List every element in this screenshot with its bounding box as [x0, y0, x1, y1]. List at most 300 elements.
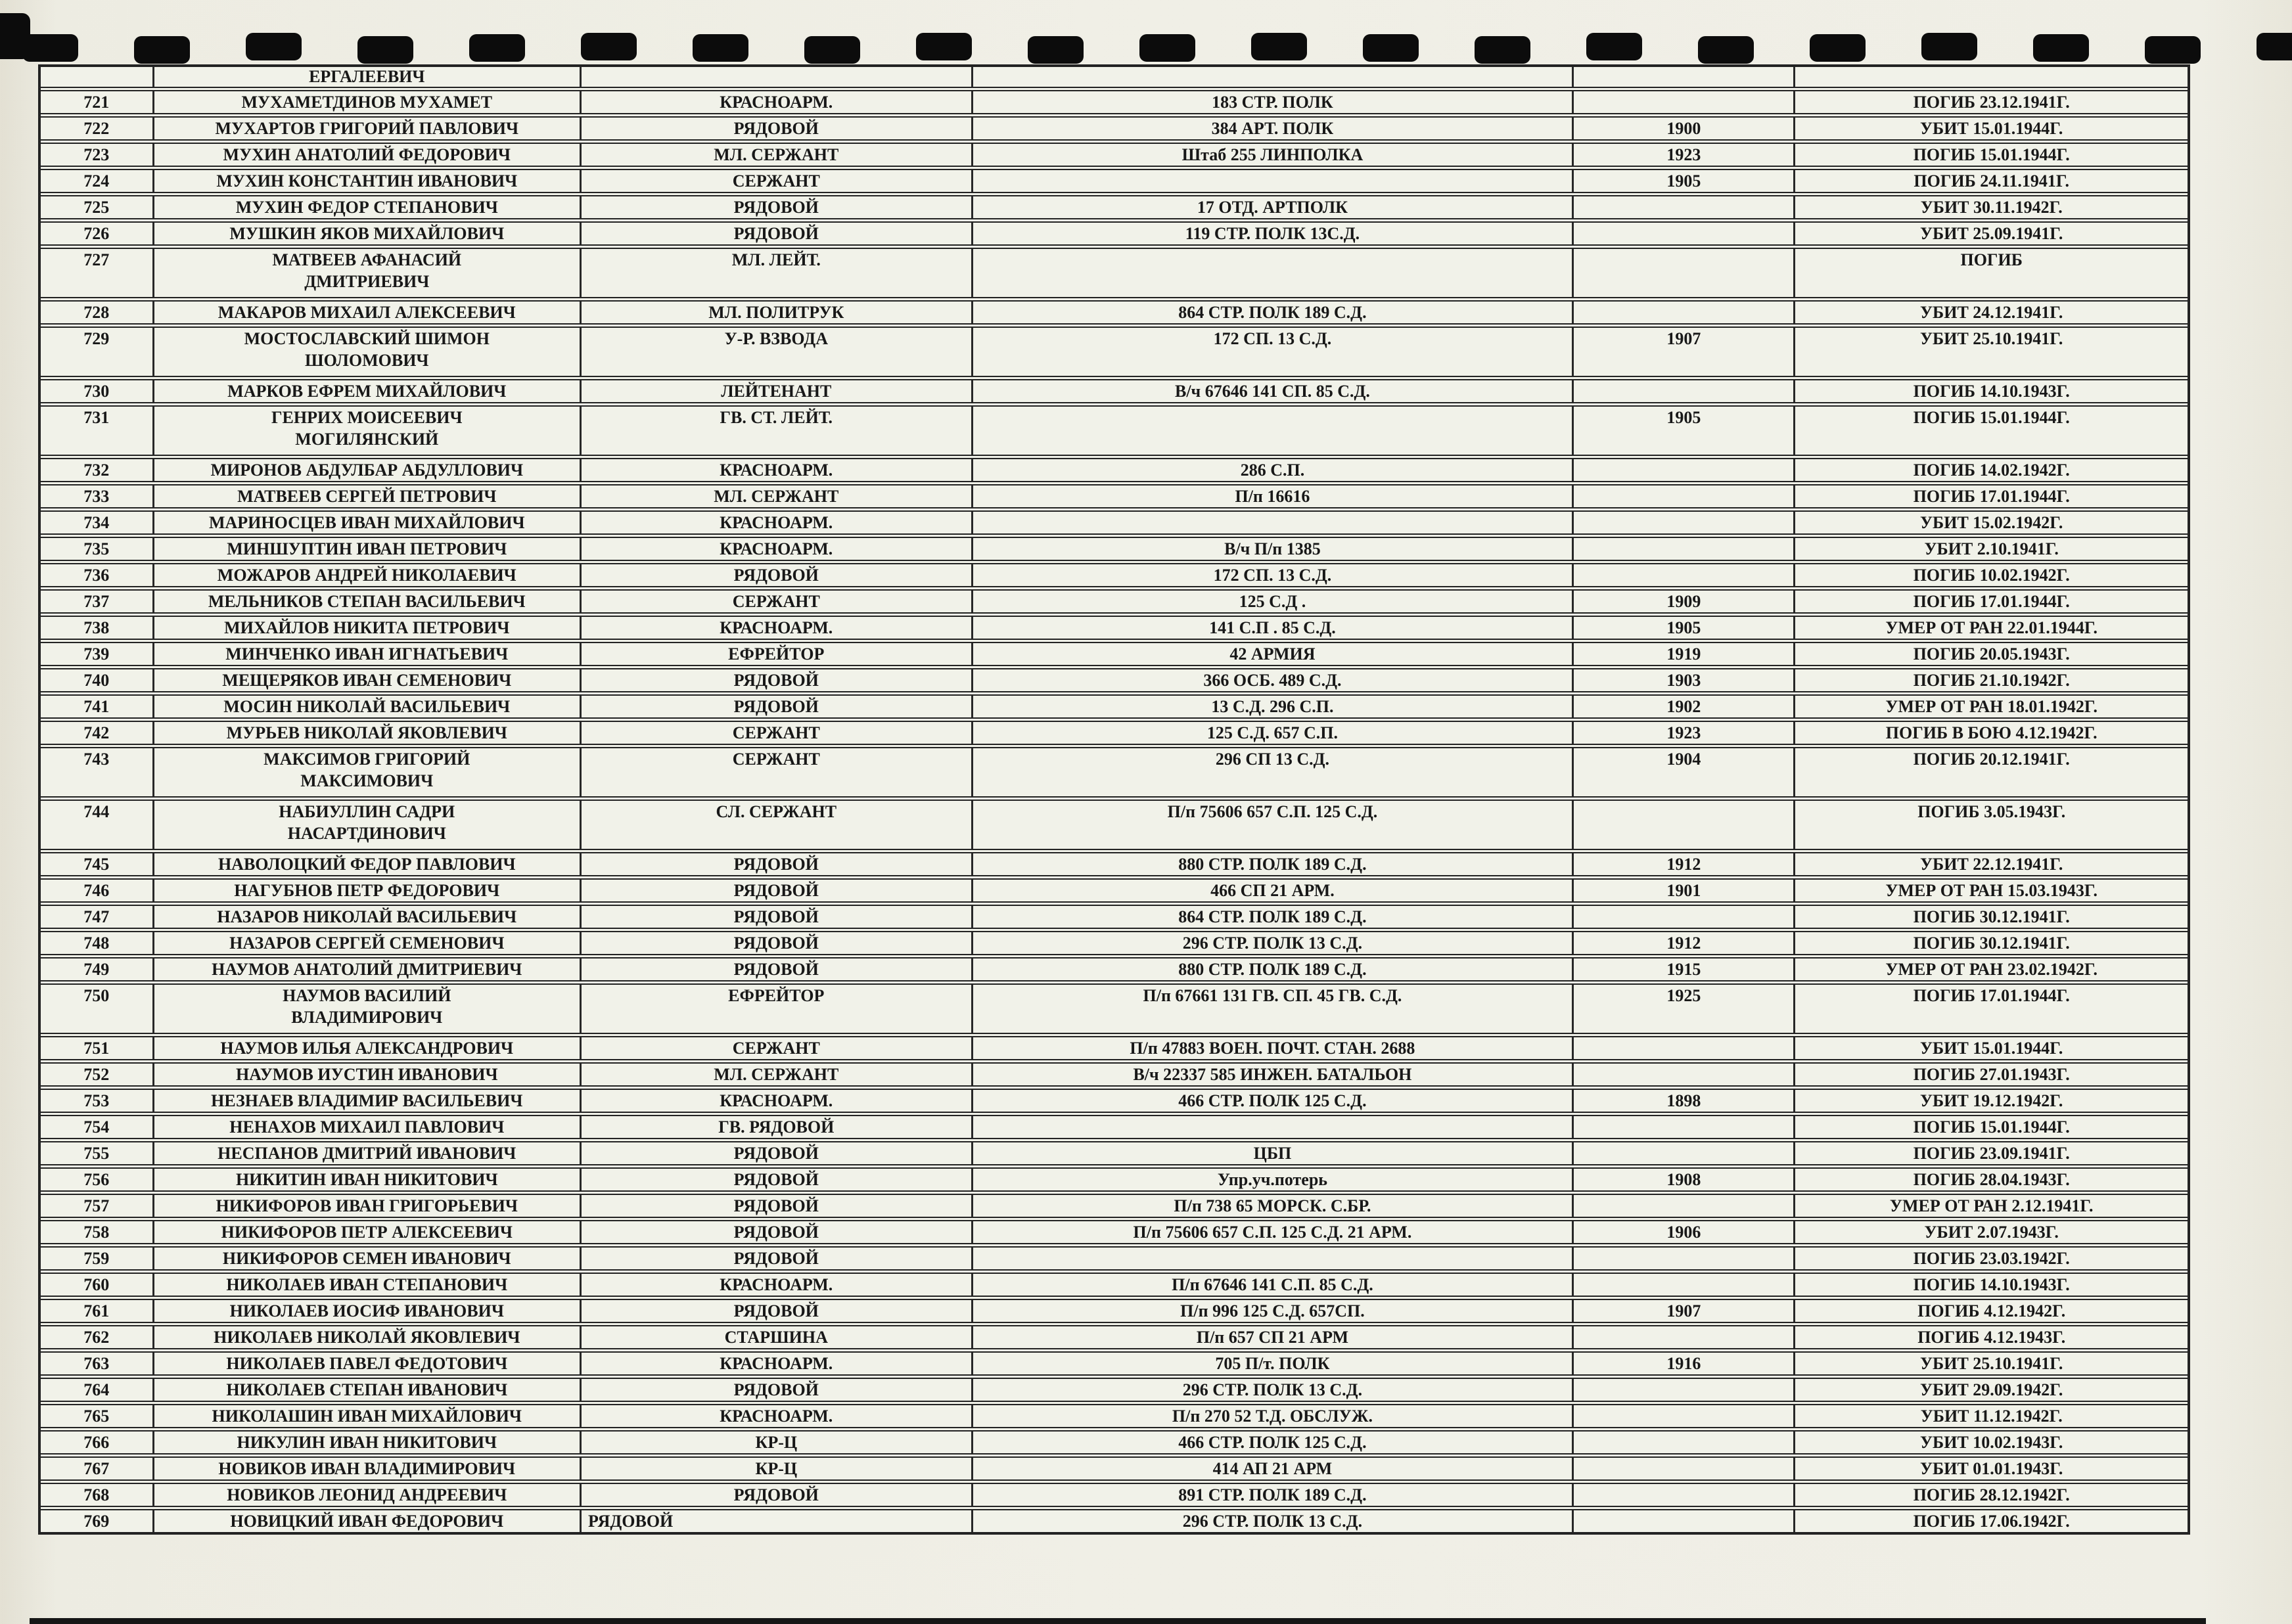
fate-cell-text: ПОГИБ 3.05.1943Г. [1917, 802, 2066, 821]
table-row [41, 1217, 2188, 1243]
fate-cell [1793, 380, 2187, 402]
fate-cell [1793, 880, 2187, 901]
unit-cell [971, 801, 1572, 849]
row-number-cell [41, 91, 152, 113]
unit-cell-text: П/п 67646 141 С.П. 85 С.Д. [1172, 1275, 1373, 1294]
unit-cell-text: П/п 996 125 С.Д. 657СП. [1180, 1301, 1365, 1320]
row-number-cell-text: 728 [83, 303, 110, 322]
fate-cell [1793, 1458, 2187, 1479]
name-cell [152, 1090, 580, 1112]
birth-year-cell [1572, 669, 1793, 691]
row-number-cell [41, 170, 152, 192]
rank-cell [580, 1300, 971, 1322]
fate-cell-text: УБИТ 24.12.1941Г. [1919, 303, 2063, 322]
rank-cell-text: РЯДОВОЙ [733, 671, 819, 690]
fate-cell-text: ПОГИБ В БОЮ 4.12.1942Г. [1885, 723, 2097, 742]
row-number-cell-text: 733 [83, 487, 110, 506]
row-number-cell-text: 768 [83, 1485, 110, 1504]
rank-cell [580, 407, 971, 455]
row-number-cell-text: 732 [83, 461, 110, 480]
fate-cell-text: УБИТ 25.10.1941Г. [1919, 329, 2063, 348]
rank-cell [580, 906, 971, 928]
row-number-cell-text: 758 [83, 1223, 110, 1242]
birth-year-cell [1572, 512, 1793, 533]
row-number-cell [41, 643, 152, 665]
unit-cell [971, 591, 1572, 612]
table-row [41, 323, 2188, 376]
unit-cell [971, 512, 1572, 533]
rank-cell-text: РЯДОВОЙ [733, 697, 819, 716]
fate-cell-text: ПОГИБ 15.01.1944Г. [1913, 1117, 2070, 1137]
unit-cell-text: 466 СП 21 АРМ. [1210, 881, 1335, 900]
row-number-cell-text: 735 [83, 539, 110, 558]
row-number-cell [41, 722, 152, 744]
fate-cell [1793, 538, 2187, 560]
unit-cell [971, 1142, 1572, 1164]
unit-cell-text: Упр.уч.потерь [1217, 1170, 1328, 1189]
unit-cell-text: 183 СТР. ПОЛК [1212, 93, 1333, 112]
unit-cell-text: 296 СТР. ПОЛК 13 С.Д. [1182, 1380, 1363, 1399]
fate-cell [1793, 1169, 2187, 1190]
row-number-cell [41, 302, 152, 323]
birth-year-cell [1572, 932, 1793, 954]
table-row [41, 533, 2188, 560]
unit-cell [971, 144, 1572, 166]
rank-cell-text: РЯДОВОЙ [733, 1380, 819, 1399]
rank-cell [580, 643, 971, 665]
rank-cell-text: РЯДОВОЙ [733, 960, 819, 979]
rank-cell [580, 328, 971, 376]
name-cell-text: МАКСИМОВ ГРИГОРИЙ [264, 750, 470, 769]
fate-cell-text: УБИТ 15.01.1944Г. [1919, 1039, 2063, 1058]
rank-cell-text: РЯДОВОЙ [733, 1144, 819, 1163]
sprocket-hole [1475, 36, 1530, 64]
unit-cell-text: 119 СТР. ПОЛК 13С.Д. [1185, 224, 1360, 243]
fate-cell [1793, 1195, 2187, 1217]
sprocket-hole [693, 34, 748, 62]
unit-cell [971, 1037, 1572, 1059]
row-number-cell [41, 1090, 152, 1112]
sprocket-hole [357, 36, 413, 64]
table-row [41, 639, 2188, 665]
unit-cell [971, 1064, 1572, 1085]
sprocket-hole [804, 36, 860, 64]
fate-cell [1793, 118, 2187, 139]
rank-cell-text: ЕФРЕЙТОР [728, 644, 825, 664]
fate-cell-text: УМЕР ОТ РАН 23.02.1942Г. [1885, 960, 2097, 979]
rank-cell [580, 1064, 971, 1085]
rank-cell [580, 302, 971, 323]
row-number-cell-text: 723 [83, 145, 110, 164]
row-number-cell [41, 459, 152, 481]
table-row [41, 1164, 2188, 1190]
fate-cell [1793, 196, 2187, 218]
unit-cell [971, 669, 1572, 691]
sprocket-hole [246, 33, 302, 60]
unit-cell-text: 466 СТР. ПОЛК 125 С.Д. [1178, 1091, 1367, 1110]
birth-year-cell-text: 1912 [1666, 855, 1701, 874]
row-number-cell-text: 749 [83, 960, 110, 979]
birth-year-cell [1572, 67, 1793, 87]
unit-cell-text: В/ч П/п 1385 [1224, 539, 1321, 558]
birth-year-cell [1572, 407, 1793, 455]
rank-cell-text: ЛЕЙТЕНАНТ [721, 382, 832, 401]
row-number-cell [41, 1037, 152, 1059]
birth-year-cell-text: 1901 [1666, 881, 1701, 900]
unit-cell-text: 466 СТР. ПОЛК 125 С.Д. [1178, 1433, 1367, 1452]
birth-year-cell [1572, 302, 1793, 323]
sprocket-hole [22, 34, 78, 62]
name-cell [152, 1484, 580, 1506]
birth-year-cell [1572, 643, 1793, 665]
sprocket-hole [1810, 34, 1866, 62]
fate-cell [1793, 696, 2187, 717]
name-cell [152, 1248, 580, 1269]
birth-year-cell-text: 1906 [1666, 1223, 1701, 1242]
birth-year-cell-text: 1905 [1666, 171, 1701, 191]
rank-cell [580, 1090, 971, 1112]
row-number-cell-text: 744 [83, 802, 110, 821]
row-number-cell-text: 750 [83, 986, 110, 1005]
rank-cell [580, 1142, 971, 1164]
birth-year-cell-text: 1915 [1666, 960, 1701, 979]
row-number-cell-text: 765 [83, 1407, 110, 1426]
unit-cell-text: 366 ОСБ. 489 С.Д. [1203, 671, 1342, 690]
rank-cell-text: РЯДОВОЙ [733, 934, 819, 953]
name-cell-text: НЕЗНАЕВ ВЛАДИМИР ВАСИЛЬЕВИЧ [211, 1091, 523, 1110]
unit-cell-text: 384 АРТ. ПОЛК [1211, 119, 1334, 138]
rank-cell-text: РЯДОВОЙ [733, 224, 819, 243]
row-number-cell [41, 1300, 152, 1322]
name-cell-text: МАТВЕЕВ АФАНАСИЙ [272, 250, 462, 269]
birth-year-cell [1572, 1116, 1793, 1138]
rank-cell [580, 144, 971, 166]
fate-cell-text: ПОГИБ 28.04.1943Г. [1913, 1170, 2070, 1189]
rank-cell [580, 538, 971, 560]
name-cell [152, 853, 580, 875]
table-row [41, 796, 2188, 849]
fate-cell [1793, 223, 2187, 244]
rank-cell-text: КРАСНОАРМ. [720, 618, 833, 637]
row-number-cell [41, 1484, 152, 1506]
name-cell [152, 1274, 580, 1296]
birth-year-cell-text: 1905 [1666, 618, 1701, 637]
rank-cell-text: КРАСНОАРМ. [720, 1091, 833, 1110]
name-cell-text: НАЗАРОВ НИКОЛАЙ ВАСИЛЬЕВИЧ [217, 907, 517, 926]
table-row [41, 928, 2188, 954]
name-cell [152, 1169, 580, 1190]
fate-cell-text: ПОГИБ 14.10.1943Г. [1913, 1275, 2070, 1294]
name-cell [152, 932, 580, 954]
unit-cell [971, 853, 1572, 875]
table-row [41, 1269, 2188, 1296]
fate-cell [1793, 1326, 2187, 1348]
name-cell-text: МОСТОСЛАВСКИЙ ШИМОН [244, 329, 490, 348]
birth-year-cell [1572, 853, 1793, 875]
birth-year-cell-text: 1905 [1666, 408, 1701, 427]
rank-cell-text: КРАСНОАРМ. [720, 1407, 833, 1426]
unit-cell [971, 1510, 1572, 1532]
row-number-cell-text: 762 [83, 1328, 110, 1347]
rank-cell-text: ГВ. РЯДОВОЙ [718, 1117, 835, 1137]
row-number-cell [41, 1432, 152, 1453]
row-number-cell-text: 753 [83, 1091, 110, 1110]
name-cell [152, 906, 580, 928]
unit-cell [971, 328, 1572, 376]
name-cell-text: МАТВЕЕВ СЕРГЕЙ ПЕТРОВИЧ [237, 487, 497, 506]
name-cell [152, 538, 580, 560]
table-row [41, 402, 2188, 455]
table-row [41, 875, 2188, 901]
unit-cell [971, 1169, 1572, 1190]
name-cell [152, 959, 580, 980]
name-cell-text: ШОЛОМОВИЧ [305, 351, 429, 370]
name-cell-text: ДМИТРИЕВИЧ [304, 272, 430, 291]
name-cell-text: МИНШУПТИН ИВАН ПЕТРОВИЧ [227, 539, 507, 558]
rank-cell-text: СЕРЖАНТ [732, 750, 820, 769]
row-number-cell [41, 223, 152, 244]
name-cell [152, 643, 580, 665]
row-number-cell [41, 985, 152, 1033]
rank-cell [580, 249, 971, 297]
name-cell-text: МАРКОВ ЕФРЕМ МИХАЙЛОВИЧ [227, 382, 507, 401]
unit-cell [971, 538, 1572, 560]
sprocket-hole [469, 34, 525, 62]
name-cell-text: НИКИФОРОВ СЕМЕН ИВАНОВИЧ [222, 1249, 511, 1268]
unit-cell [971, 880, 1572, 901]
name-cell [152, 1142, 580, 1164]
name-cell [152, 380, 580, 402]
sprocket-hole [1139, 34, 1195, 62]
fate-cell [1793, 459, 2187, 481]
rank-cell [580, 564, 971, 586]
rank-cell [580, 748, 971, 796]
row-number-cell [41, 485, 152, 507]
table-row [41, 1453, 2188, 1479]
row-number-cell-text: 737 [83, 592, 110, 611]
unit-cell [971, 722, 1572, 744]
rank-cell-text: РЯДОВОЙ [733, 1485, 819, 1504]
rank-cell-text: КРАСНОАРМ. [720, 1275, 833, 1294]
name-cell-text: МИРОНОВ АБДУЛБАР АБДУЛЛОВИЧ [210, 461, 524, 480]
sprocket-hole [581, 33, 637, 60]
unit-cell-text: ЦБП [1253, 1144, 1292, 1163]
fate-cell [1793, 1300, 2187, 1322]
fate-cell-text: ПОГИБ 15.01.1944Г. [1913, 145, 2070, 164]
unit-cell-text: П/п 657 СП 21 АРМ [1196, 1328, 1348, 1347]
table-row [41, 1322, 2188, 1348]
birth-year-cell [1572, 880, 1793, 901]
rank-cell-text: РЯДОВОЙ [733, 198, 819, 217]
name-cell-text: НАВОЛОЦКИЙ ФЕДОР ПАВЛОВИЧ [218, 855, 516, 874]
birth-year-cell [1572, 1326, 1793, 1348]
row-number-cell [41, 932, 152, 954]
film-perforation-strip [22, 34, 2292, 62]
unit-cell [971, 407, 1572, 455]
name-cell-text: НИКУЛИН ИВАН НИКИТОВИЧ [237, 1433, 497, 1452]
unit-cell [971, 1195, 1572, 1217]
unit-cell [971, 748, 1572, 796]
unit-cell [971, 1116, 1572, 1138]
rank-cell [580, 67, 971, 87]
name-cell-text: НИКИТИН ИВАН НИКИТОВИЧ [235, 1170, 498, 1189]
unit-cell [971, 1221, 1572, 1243]
rank-cell [580, 591, 971, 612]
unit-cell [971, 985, 1572, 1033]
row-number-cell-text: 734 [83, 513, 110, 532]
rank-cell [580, 1432, 971, 1453]
rank-cell [580, 1458, 971, 1479]
rank-cell-text: ГВ. СТ. ЛЕЙТ. [720, 408, 833, 427]
fate-cell [1793, 801, 2187, 849]
row-number-cell [41, 564, 152, 586]
birth-year-cell [1572, 1405, 1793, 1427]
name-cell-text: НИКОЛАЕВ НИКОЛАЙ ЯКОВЛЕВИЧ [214, 1328, 520, 1347]
row-number-cell-text: 724 [83, 171, 110, 191]
name-cell-text: НАУМОВ ИУСТИН ИВАНОВИЧ [235, 1065, 498, 1084]
birth-year-cell [1572, 1064, 1793, 1085]
rank-cell-text: СТАРШИНА [724, 1328, 828, 1347]
row-number-cell-text: 756 [83, 1170, 110, 1189]
row-number-cell [41, 591, 152, 612]
rank-cell [580, 696, 971, 717]
rank-cell-text: МЛ. СЕРЖАНТ [714, 145, 839, 164]
unit-cell [971, 1458, 1572, 1479]
table-row [41, 1059, 2188, 1085]
fate-cell [1793, 1274, 2187, 1296]
birth-year-cell [1572, 1484, 1793, 1506]
rank-cell [580, 932, 971, 954]
name-cell-text: МУХИН АНАТОЛИЙ ФЕДОРОВИЧ [223, 145, 511, 164]
row-number-cell [41, 118, 152, 139]
name-cell [152, 144, 580, 166]
row-number-cell-text: 759 [83, 1249, 110, 1268]
fate-cell-text: УБИТ 25.09.1941Г. [1919, 224, 2063, 243]
row-number-cell [41, 1248, 152, 1269]
table-row [41, 717, 2188, 744]
rank-cell-text: У-Р. ВЗВОДА [724, 329, 828, 348]
name-cell-text: НИКИФОРОВ ИВАН ГРИГОРЬЕВИЧ [216, 1196, 518, 1215]
table-row [41, 901, 2188, 928]
birth-year-cell-text: 1923 [1666, 145, 1701, 164]
unit-cell [971, 1274, 1572, 1296]
fate-cell [1793, 1353, 2187, 1374]
fate-cell [1793, 669, 2187, 691]
unit-cell [971, 67, 1572, 87]
birth-year-cell-text: 1925 [1666, 986, 1701, 1005]
rank-cell-text: СЕРЖАНТ [732, 171, 820, 191]
records-table [38, 64, 2190, 1535]
name-cell-text: МОСИН НИКОЛАЙ ВАСИЛЬЕВИЧ [223, 697, 511, 716]
name-cell [152, 1510, 580, 1532]
name-cell [152, 669, 580, 691]
rank-cell [580, 1169, 971, 1190]
table-row [41, 954, 2188, 980]
fate-cell-text: УБИТ 30.11.1942Г. [1920, 198, 2063, 217]
rank-cell [580, 196, 971, 218]
rank-cell-text: СЕРЖАНТ [732, 1039, 820, 1058]
table-row [41, 1348, 2188, 1374]
rank-cell [580, 959, 971, 980]
rank-cell [580, 91, 971, 113]
unit-cell-text: П/п 16616 [1235, 487, 1310, 506]
rank-cell-text: КРАСНОАРМ. [720, 93, 833, 112]
row-number-cell [41, 1510, 152, 1532]
row-number-cell-text: 743 [83, 750, 110, 769]
birth-year-cell-text: 1907 [1666, 329, 1701, 348]
birth-year-cell-text: 1916 [1666, 1354, 1701, 1373]
sprocket-hole [1363, 34, 1419, 62]
unit-cell [971, 696, 1572, 717]
row-number-cell-text: 769 [83, 1512, 110, 1531]
rank-cell-text: КР-Ц [755, 1459, 798, 1478]
unit-cell-text: 880 СТР. ПОЛК 189 С.Д. [1178, 855, 1367, 874]
row-number-cell-text: 751 [83, 1039, 110, 1058]
fate-cell-text: ПОГИБ 20.12.1941Г. [1913, 750, 2070, 769]
birth-year-cell [1572, 617, 1793, 639]
fate-cell [1793, 1064, 2187, 1085]
unit-cell [971, 643, 1572, 665]
name-cell-text: НИКОЛАШИН ИВАН МИХАЙЛОВИЧ [212, 1407, 522, 1426]
fate-cell [1793, 1432, 2187, 1453]
birth-year-cell-text: 1903 [1666, 671, 1701, 690]
name-cell [152, 564, 580, 586]
name-cell [152, 249, 580, 297]
row-number-cell-text: 731 [83, 408, 110, 427]
name-cell [152, 1458, 580, 1479]
fate-cell-text: ПОГИБ 17.01.1944Г. [1913, 592, 2070, 611]
unit-cell [971, 932, 1572, 954]
row-number-cell [41, 328, 152, 376]
fate-cell [1793, 748, 2187, 796]
row-number-cell-text: 739 [83, 644, 110, 664]
table-row [41, 1479, 2188, 1506]
rank-cell [580, 512, 971, 533]
rank-cell-text: РЯДОВОЙ [588, 1512, 674, 1531]
rank-cell [580, 1510, 971, 1532]
fate-cell [1793, 959, 2187, 980]
unit-cell-text: 880 СТР. ПОЛК 189 С.Д. [1178, 960, 1367, 979]
name-cell [152, 801, 580, 849]
row-number-cell [41, 801, 152, 849]
unit-cell-text: 125 С.Д. 657 С.П. [1206, 723, 1339, 742]
fate-cell-text: ПОГИБ 4.12.1942Г. [1917, 1301, 2066, 1320]
birth-year-cell [1572, 801, 1793, 849]
row-number-cell-text: 725 [83, 198, 110, 217]
name-cell-text: МИХАЙЛОВ НИКИТА ПЕТРОВИЧ [224, 618, 510, 637]
sprocket-hole [1586, 33, 1642, 60]
name-cell [152, 67, 580, 87]
rank-cell [580, 1248, 971, 1269]
fate-cell [1793, 485, 2187, 507]
row-number-cell [41, 1221, 152, 1243]
name-cell-text: МЕЛЬНИКОВ СТЕПАН ВАСИЛЬЕВИЧ [208, 592, 526, 611]
unit-cell-text: 864 СТР. ПОЛК 189 С.Д. [1178, 907, 1367, 926]
birth-year-cell [1572, 1432, 1793, 1453]
name-cell-text: МУХИН ФЕДОР СТЕПАНОВИЧ [235, 198, 498, 217]
birth-year-cell [1572, 485, 1793, 507]
row-number-cell-text: 766 [83, 1433, 110, 1452]
name-cell [152, 1116, 580, 1138]
name-cell [152, 1221, 580, 1243]
table-row [41, 849, 2188, 875]
name-cell-text: МУХАРТОВ ГРИГОРИЙ ПАВЛОВИЧ [215, 119, 519, 138]
unit-cell-text: П/п 75606 657 С.П. 125 С.Д. 21 АРМ. [1133, 1223, 1412, 1242]
fate-cell-text: ПОГИБ 30.12.1941Г. [1913, 934, 2070, 953]
rank-cell-text: РЯДОВОЙ [733, 566, 819, 585]
name-cell-text: МУХАМЕТДИНОВ МУХАМЕТ [241, 93, 493, 112]
row-number-cell-text: 722 [83, 119, 110, 138]
